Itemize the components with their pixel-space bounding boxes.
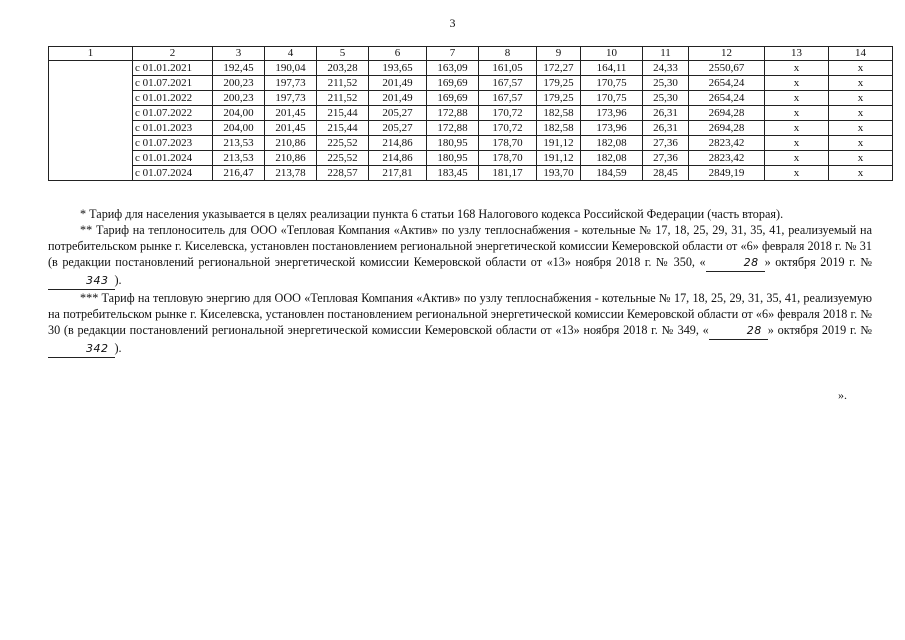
value-cell: 170,72: [479, 106, 537, 121]
period-cell: с 01.01.2024: [133, 151, 213, 166]
value-cell: 181,17: [479, 166, 537, 181]
value-cell: 200,23: [213, 76, 265, 91]
value-cell: 191,12: [537, 151, 581, 166]
value-cell: 213,78: [265, 166, 317, 181]
value-cell: 210,86: [265, 151, 317, 166]
column-number: 4: [265, 47, 317, 61]
value-cell: 167,57: [479, 91, 537, 106]
handwritten-number: 343: [48, 273, 115, 290]
value-cell: 203,28: [317, 61, 369, 76]
column-number: 6: [369, 47, 427, 61]
footnote-coolant: ** Тариф на теплоноситель для ООО «Тепловая Компания «Актив» по узлу теплоснабжения - котельные № 17, 18, 25, 29, 31, 35, 41, реализуемый на потребительском рынке г. Киселевска, установлен постановлением региональной энергетической комиссии Кемеровской области от «6» февраля 2018 г. № 31 (в редакции постановлений региональной энергетической комиссии Кемеровской области от «13» ноября 2018 г. № 350, « 28 » октября 2019 г. № 343 ).: [48, 222, 872, 290]
value-cell: 178,70: [479, 136, 537, 151]
value-cell: 213,53: [213, 136, 265, 151]
value-cell: 167,57: [479, 76, 537, 91]
empty-group-cell: [49, 61, 133, 181]
value-cell: x: [829, 151, 893, 166]
value-cell: 214,86: [369, 151, 427, 166]
column-number: 2: [133, 47, 213, 61]
column-number: 13: [765, 47, 829, 61]
period-cell: с 01.07.2023: [133, 136, 213, 151]
value-cell: 216,47: [213, 166, 265, 181]
value-cell: x: [765, 61, 829, 76]
table-row: [49, 166, 893, 181]
value-cell: 172,27: [537, 61, 581, 76]
value-cell: 211,52: [317, 76, 369, 91]
value-cell: 2849,19: [689, 166, 765, 181]
value-cell: 163,09: [427, 61, 479, 76]
value-cell: 205,27: [369, 106, 427, 121]
value-cell: 182,08: [581, 136, 643, 151]
value-cell: 204,00: [213, 106, 265, 121]
table-row: [49, 121, 893, 136]
value-cell: 182,58: [537, 106, 581, 121]
table-row: [49, 91, 893, 106]
value-cell: 169,69: [427, 91, 479, 106]
value-cell: 215,44: [317, 106, 369, 121]
column-number: 14: [829, 47, 893, 61]
handwritten-day: 28: [709, 323, 768, 340]
table-row: [49, 106, 893, 121]
column-number: 12: [689, 47, 765, 61]
period-cell: с 01.07.2021: [133, 76, 213, 91]
period-cell: с 01.01.2021: [133, 61, 213, 76]
value-cell: 24,33: [643, 61, 689, 76]
column-number: 3: [213, 47, 265, 61]
table-header-row: [49, 47, 893, 61]
value-cell: 183,45: [427, 166, 479, 181]
period-cell: с 01.01.2022: [133, 91, 213, 106]
value-cell: x: [829, 136, 893, 151]
value-cell: 172,88: [427, 106, 479, 121]
column-number: 9: [537, 47, 581, 61]
tariff-table: [48, 46, 893, 181]
value-cell: 26,31: [643, 121, 689, 136]
column-number: 11: [643, 47, 689, 61]
value-cell: x: [829, 121, 893, 136]
value-cell: x: [765, 91, 829, 106]
value-cell: 200,23: [213, 91, 265, 106]
value-cell: x: [829, 166, 893, 181]
period-cell: с 01.07.2022: [133, 106, 213, 121]
table-row: [49, 136, 893, 151]
value-cell: 204,00: [213, 121, 265, 136]
handwritten-day: 28: [706, 255, 765, 272]
value-cell: 201,49: [369, 91, 427, 106]
page-number: 3: [449, 16, 456, 30]
footnote-heat-energy: *** Тариф на тепловую энергию для ООО «Тепловая Компания «Актив» по узлу теплоснабжения - котельные № 17, 18, 25, 29, 31, 35, 41, реализуемую на потребительском рынке г. Киселевска, установлен постановлением региональной энергетической комиссии Кемеровской области от «6» февраля 2018 г. № 30 (в редакции постановлений региональной энергетической комиссии Кемеровской области от «13» ноября 2018 г. № 349, « 28 » октября 2019 г. № 342 ).: [48, 290, 872, 358]
value-cell: 2550,67: [689, 61, 765, 76]
value-cell: 2823,42: [689, 151, 765, 166]
value-cell: x: [829, 91, 893, 106]
value-cell: 169,69: [427, 76, 479, 91]
value-cell: 197,73: [265, 91, 317, 106]
value-cell: 184,59: [581, 166, 643, 181]
value-cell: x: [829, 61, 893, 76]
value-cell: 161,05: [479, 61, 537, 76]
value-cell: 178,70: [479, 151, 537, 166]
value-cell: 2694,28: [689, 121, 765, 136]
column-number: 10: [581, 47, 643, 61]
table-row: [49, 61, 893, 76]
value-cell: 201,45: [265, 106, 317, 121]
value-cell: 210,86: [265, 136, 317, 151]
value-cell: 180,95: [427, 136, 479, 151]
value-cell: x: [829, 76, 893, 91]
value-cell: 225,52: [317, 136, 369, 151]
column-number: 7: [427, 47, 479, 61]
value-cell: x: [765, 151, 829, 166]
column-number: 1: [49, 47, 133, 61]
value-cell: 170,72: [479, 121, 537, 136]
value-cell: x: [765, 121, 829, 136]
value-cell: 215,44: [317, 121, 369, 136]
value-cell: 28,45: [643, 166, 689, 181]
value-cell: 27,36: [643, 151, 689, 166]
value-cell: 197,73: [265, 76, 317, 91]
value-cell: 225,52: [317, 151, 369, 166]
value-cell: 201,45: [265, 121, 317, 136]
value-cell: 170,75: [581, 76, 643, 91]
value-cell: 179,25: [537, 76, 581, 91]
footnote-population: * Тариф для населения указывается в целях реализации пункта 6 статьи 168 Налогового кодекса Российской Федерации (часть вторая).: [80, 207, 784, 221]
value-cell: 173,96: [581, 121, 643, 136]
value-cell: 205,27: [369, 121, 427, 136]
value-cell: 193,70: [537, 166, 581, 181]
closing-quote: ».: [838, 388, 847, 402]
value-cell: x: [765, 166, 829, 181]
value-cell: 211,52: [317, 91, 369, 106]
value-cell: 26,31: [643, 106, 689, 121]
period-cell: с 01.01.2023: [133, 121, 213, 136]
value-cell: 164,11: [581, 61, 643, 76]
column-number: 5: [317, 47, 369, 61]
value-cell: 172,88: [427, 121, 479, 136]
value-cell: 214,86: [369, 136, 427, 151]
value-cell: x: [765, 136, 829, 151]
value-cell: 217,81: [369, 166, 427, 181]
value-cell: 213,53: [213, 151, 265, 166]
footnotes: [48, 206, 872, 358]
value-cell: 201,49: [369, 76, 427, 91]
value-cell: 180,95: [427, 151, 479, 166]
period-cell: с 01.07.2024: [133, 166, 213, 181]
value-cell: 25,30: [643, 76, 689, 91]
table-row: [49, 76, 893, 91]
value-cell: 182,08: [581, 151, 643, 166]
value-cell: 2823,42: [689, 136, 765, 151]
value-cell: x: [829, 106, 893, 121]
value-cell: x: [765, 106, 829, 121]
value-cell: 2654,24: [689, 91, 765, 106]
value-cell: 170,75: [581, 91, 643, 106]
value-cell: 179,25: [537, 91, 581, 106]
value-cell: 27,36: [643, 136, 689, 151]
value-cell: 193,65: [369, 61, 427, 76]
value-cell: 2694,28: [689, 106, 765, 121]
value-cell: 228,57: [317, 166, 369, 181]
column-number: 8: [479, 47, 537, 61]
value-cell: 25,30: [643, 91, 689, 106]
value-cell: 182,58: [537, 121, 581, 136]
value-cell: 190,04: [265, 61, 317, 76]
value-cell: 192,45: [213, 61, 265, 76]
value-cell: 191,12: [537, 136, 581, 151]
handwritten-number: 342: [48, 341, 115, 358]
value-cell: 2654,24: [689, 76, 765, 91]
value-cell: x: [765, 76, 829, 91]
value-cell: 173,96: [581, 106, 643, 121]
table-row: [49, 151, 893, 166]
